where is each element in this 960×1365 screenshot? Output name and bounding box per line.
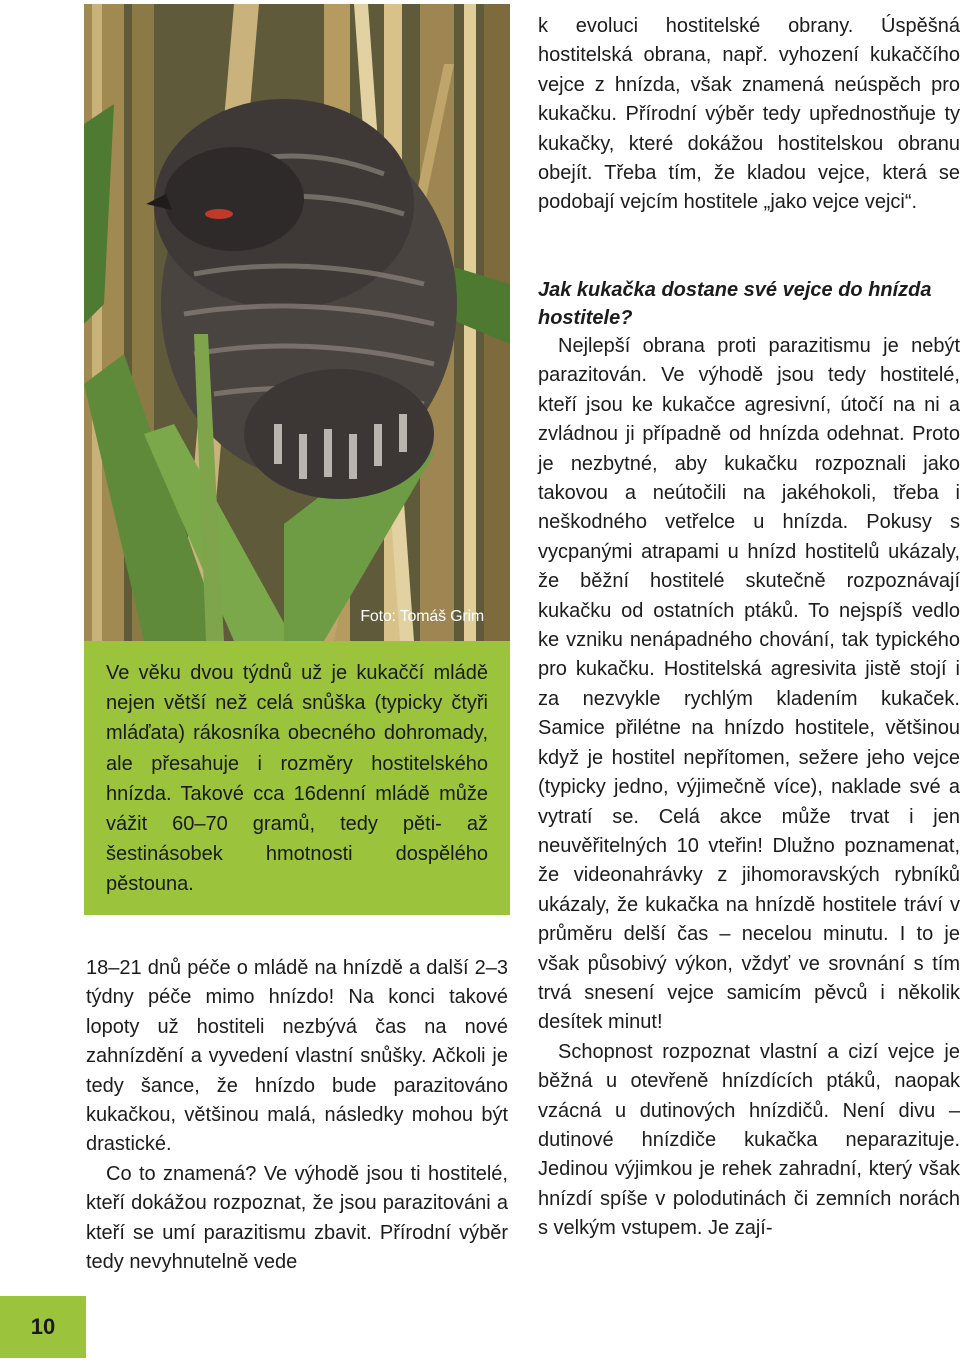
cuckoo-chick-photo <box>84 4 510 641</box>
photo-credit: Foto: Tomáš Grim <box>360 608 484 625</box>
right-top-paragraph: k evoluci hostitelské obrany. Úspěšná hostitelská obrana, např. vyhození kukaččího vejce z hnízda, však znamená neúspěch pro kukačku. Přírodní výběr tedy upřednostňuje ty kukačky, které dokážou hostitelskou obranu obejít. Třeba tím, že kladou vejce, která se podobají vejcím hostitele „jako vejce vejci“. <box>538 15 960 214</box>
right-column-top-text <box>538 12 960 218</box>
section-heading: Jak kukačka dostane své vejce do hnízda hostitele? <box>538 279 932 329</box>
photo-caption-box <box>84 641 510 915</box>
right-paragraph-1: Nejlepší obrana proti parazitismu je nebýt parazitován. Ve výhodě jsou tedy hostitelé, kteří jsou ke kukačce agresivní, útočí na ni a zvládnou ji případně od hnízda odehnat. Proto je nezbytné, aby kukačku rozpoznali jako takovou a neútočili na jakéhokoli, třeba i neškodného vetřelce u hnízda. Pokusy s vycpanými atrapami u hnízd hostitelů ukázaly, že běžní hostitelé skutečně rozpoznávají kukačku od ostatních ptáků. To nejspíš vedlo ke vzniku nenápadného chování, tak typického pro kukačku. Hostitelská agresivita jistě stojí i za nezvykle rychlým kladením kukaček. Samice přilétne na hnízdo hostitele, většinou když je hostitel nepřítomen, sežere jeho vejce (typicky jedno, výjimečně více), naklade své a vytratí se. Celá akce může trvat i jen neuvěřitelných 10 vteřin! Dlužno poznamenat, že videonahrávky z jihomoravských rybníků ukázaly, že kukačka na hnízdě hostitele tráví v průměru delší čas – necelou minutu. I to je však působivý výkon, vždyť ve srovnání s tím trvá snesení vejce samicím pěvců i několik desítek minut! <box>538 335 960 1034</box>
photo-caption-text: Ve věku dvou týdnů už je kukaččí mládě nejen větší než celá snůška (typicky čtyři mláďata) rákosníka obecného dohromady, ale přesahuje i rozměry hostitelského hnízda. Takové cca 16denní mládě může vážit 60–70 gramů, tedy pěti- až šestinásobek hmotnosti dospělého pěstouna. <box>106 662 488 896</box>
left-column-text <box>86 954 508 1277</box>
left-paragraph-1: 18–21 dnů péče o mládě na hnízdě a další 2–3 týdny péče mimo hnízdo! Na konci takové lopoty už hostiteli nezbývá čas na nové zahnízdění a vyvedení vlastní snůšky. Ačkoli je tedy šance, že hnízdo bude parazitováno kukačkou, většinou malá, následky mohou být drastické. <box>86 957 508 1156</box>
cuckoo-chick-illustration <box>84 4 510 641</box>
left-paragraph-2: Co to znamená? Ve výhodě jsou ti hostitelé, kteří dokážou rozpoznat, že jsou parazitováni a kteří se umí parazitismu zbavit. Přírodní výběr tedy nevyhnutelně vede <box>86 1162 508 1274</box>
right-column-main-text <box>538 276 960 1244</box>
right-paragraph-2: Schopnost rozpoznat vlastní a cizí vejce je běžná u otevřeně hnízdících ptáků, naopak vzácná u dutinových hnízdičů. Není divu – dutinové hnízdiče kukačka neparazituje. Jedinou výjimkou je rehek zahradní, který však hnízdí spíše v polodutinách či zemních norách s velkým vstupem. Je zají- <box>538 1040 960 1240</box>
page-number: 10 <box>0 1296 86 1358</box>
